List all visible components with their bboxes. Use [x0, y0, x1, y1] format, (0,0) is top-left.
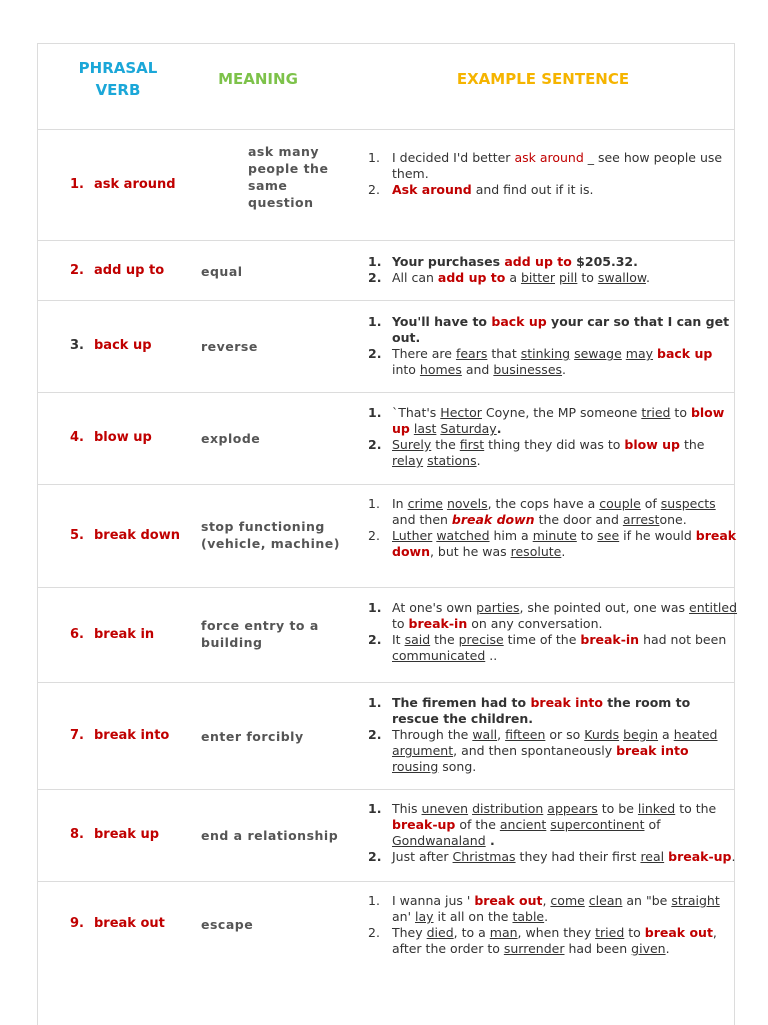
- row-number: 4.: [70, 430, 84, 445]
- row-number: 9.: [70, 916, 84, 931]
- header-meaning: MEANING: [218, 70, 298, 88]
- example-sentence: 1. At one's own parties, she pointed out, one was entitled to break-in on any conversation.: [368, 600, 738, 631]
- table-row: [38, 129, 734, 241]
- row-number: 7.: [70, 728, 84, 743]
- example-list: [368, 893, 738, 957]
- example-list: [368, 695, 738, 775]
- phrasal-verb: break up: [94, 827, 160, 842]
- table-row: [38, 881, 734, 967]
- meaning: reverse: [201, 339, 258, 354]
- phrasal-verb: break down: [94, 528, 180, 543]
- row-number: 5.: [70, 528, 84, 543]
- meaning: enter forcibly: [201, 729, 304, 744]
- example-list: [368, 254, 738, 286]
- row-number: 2.: [70, 263, 84, 278]
- meaning: escape: [201, 917, 254, 932]
- example-sentence: 1. I wanna jus ' break out, come clean an "be straight an' lay it all on the table.: [368, 893, 720, 924]
- header-phrasal-verb: PHRASAL VERB: [78, 59, 158, 99]
- phrasal-verb: back up: [94, 338, 152, 353]
- header-example-sentence: EXAMPLE SENTENCE: [456, 70, 630, 88]
- table-row: [38, 240, 734, 301]
- example-sentence: 1. This uneven distribution appears to be linked to the break-up of the ancient supercontinent of Gondwanaland .: [368, 801, 717, 848]
- table-row: [38, 789, 734, 882]
- example-sentence: 1. You'll have to back up your car so that I can get out.: [368, 314, 730, 345]
- example-sentence: 2. Luther watched him a minute to see if he would break down, but he was resolute.: [368, 528, 737, 559]
- row-number: 3.: [70, 338, 84, 353]
- table-header: [38, 44, 734, 130]
- phrasal-verb: blow up: [94, 430, 152, 445]
- example-sentence: 2. Ask around and find out if it is.: [368, 182, 594, 197]
- table-row: [38, 392, 734, 485]
- example-sentence: 2. It said the precise time of the break-in had not been communicated ..: [368, 632, 727, 663]
- phrasal-verb: add up to: [94, 263, 165, 278]
- example-sentence: 2. All can add up to a bitter pill to swallow.: [368, 270, 650, 285]
- row-number: 8.: [70, 827, 84, 842]
- example-sentence: 1. Your purchases add up to $205.32.: [368, 254, 638, 269]
- table-row: [38, 484, 737, 588]
- phrasal-verb: ask around: [94, 177, 176, 192]
- example-sentence: 2. Through the wall, fifteen or so Kurds begin a heated argument, and then spontaneously break into rousing song.: [368, 727, 718, 774]
- example-list: [368, 405, 738, 469]
- phrasal-verb-table: [37, 43, 738, 1025]
- example-sentence: 1. The firemen had to break into the room to rescue the children.: [368, 695, 691, 726]
- example-sentence: 1. In crime novels, the cops have a couple of suspects and then break down the door and arrestone.: [368, 496, 716, 527]
- phrasal-verb: break into: [94, 728, 170, 743]
- example-list: [368, 150, 738, 198]
- meaning: force entry to a building: [201, 618, 319, 650]
- example-sentence: 1. `That's Hector Coyne, the MP someone tried to blow up last Saturday.: [368, 405, 725, 436]
- example-sentence: 2. They died, to a man, when they tried to break out, after the order to surrender had been given.: [368, 925, 717, 956]
- meaning: equal: [201, 264, 243, 279]
- meaning: end a relationship: [201, 828, 339, 843]
- example-list: [368, 496, 738, 560]
- table-row: [38, 300, 734, 393]
- meaning: ask many people the same question: [248, 144, 329, 210]
- phrasal-verb: break out: [94, 916, 165, 931]
- meaning: explode: [201, 431, 261, 446]
- example-list: [368, 600, 738, 664]
- example-sentence: 2. Surely the first thing they did was to blow up the relay stations.: [368, 437, 705, 468]
- example-list: [368, 801, 738, 865]
- example-sentence: 2. There are fears that stinking sewage may back up into homes and businesses.: [368, 346, 713, 377]
- phrasal-verb: break in: [94, 627, 155, 642]
- row-number: 6.: [70, 627, 84, 642]
- table-row: [38, 682, 734, 790]
- example-list: [368, 314, 738, 378]
- row-number: 1.: [70, 177, 84, 192]
- example-sentence: 1. I decided I'd better ask around _ see how people use them.: [368, 150, 723, 181]
- example-sentence: 2. Just after Christmas they had their first real break-up.: [368, 849, 736, 864]
- meaning: stop functioning (vehicle, machine): [201, 519, 340, 551]
- table-row: [38, 587, 738, 683]
